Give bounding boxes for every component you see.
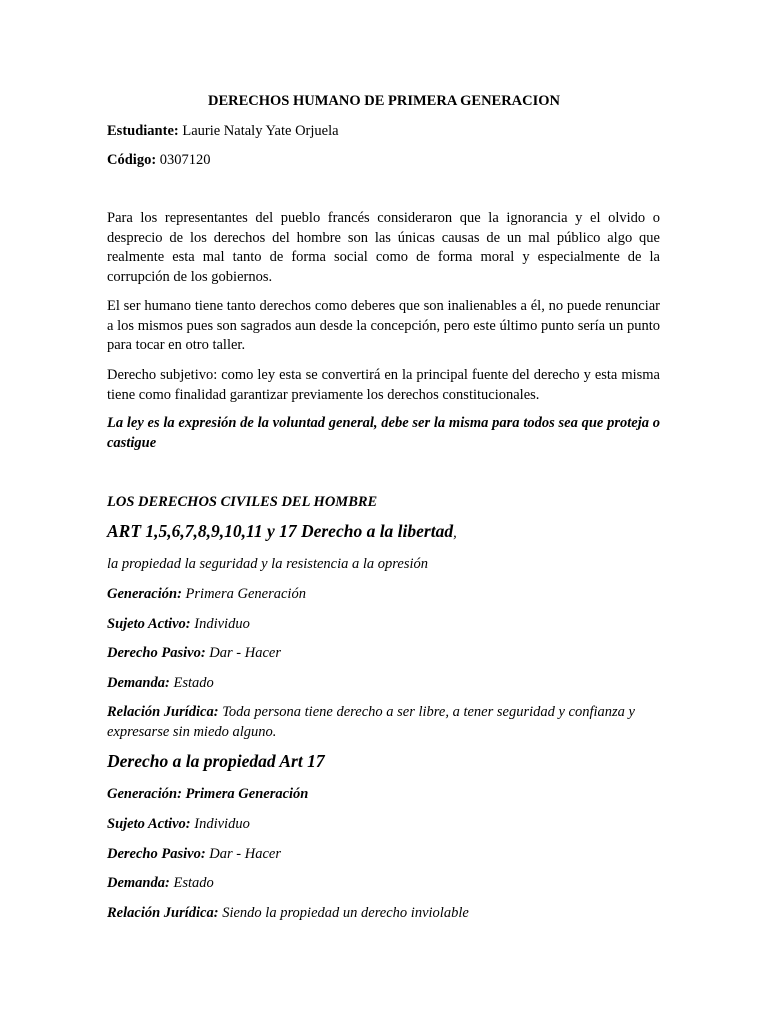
quote-paragraph: La ley es la expresión de la voluntad general, debe ser la misma para todos sea que proteja o castigue [107,415,660,451]
art17-sujeto-label: Sujeto Activo: [107,816,191,832]
art17-demanda-value: Estado [169,875,214,891]
art17-sujeto-value: Individuo [190,816,250,832]
art17-relacion [107,903,469,923]
art1-pasivo-value: Dar - Hacer [205,645,281,661]
art1-pasivo-label: Derecho Pasivo: [107,645,206,661]
art1-heading-line [107,521,457,543]
art17-demanda [107,873,214,893]
art1-generacion-value: Primera Generación [181,586,306,602]
code-line [107,150,211,170]
art1-relacion-label: Relación Jurídica: [107,704,219,720]
code-value: 0307120 [156,152,211,168]
art17-pasivo [107,844,281,864]
paragraph-2: El ser humano tiene tanto derechos como deberes que son inalienables a él, no puede renunciar a los mismos pues son sagrados aun desde la concepción, pero este último punto sería un punto para tocar en otro taller. [107,298,660,353]
art1-pasivo [107,643,281,663]
art17-heading: Derecho a la propiedad Art 17 [107,751,325,771]
art1-demanda-value: Estado [169,675,214,691]
art1-generacion [107,584,306,604]
code-label: Código: [107,152,157,168]
art1-sujeto [107,614,250,634]
document-title: DERECHOS HUMANO DE PRIMERA GENERACION [207,93,561,109]
art17-pasivo-label: Derecho Pasivo: [107,846,206,862]
art1-relacion [107,703,660,742]
paragraph-1: Para los representantes del pueblo francés consideraron que la ignorancia y el olvido o desprecio de los derechos del hombre son las únicas causas de un mal público algo que realmente esta mal tanto de forma social como de forma moral y especialmente de la corrupción de los gobiernos. [107,210,660,285]
art17-pasivo-value: Dar - Hacer [205,846,281,862]
art1-demanda [107,673,214,693]
student-value: Laurie Nataly Yate Orjuela [178,123,339,139]
art1-heading: ART 1,5,6,7,8,9,10,11 y 17 Derecho a la libertad [107,521,454,541]
art1-relacion-value: Toda persona tiene derecho a ser libre, a tener seguridad y confianza y expresarse sin miedo alguno. [107,704,635,740]
paragraph-3: Derecho subjetivo: como ley esta se convertirá en la principal fuente del derecho y esta misma tiene como finalidad garantizar previamente los derechos constitucionales. [107,367,660,403]
art1-sujeto-value: Individuo [190,616,250,632]
art1-generacion-label: Generación: [107,586,182,602]
art17-relacion-value: Siendo la propiedad un derecho inviolable [218,905,469,921]
art17-demanda-label: Demanda: [107,875,170,891]
section-heading: LOS DERECHOS CIVILES DEL HOMBRE [107,494,378,510]
art1-demanda-label: Demanda: [107,675,170,691]
art17-relacion-label: Relación Jurídica: [107,905,219,921]
art1-heading-suffix: , [453,525,457,541]
student-label: Estudiante: [107,123,179,139]
art1-sujeto-label: Sujeto Activo: [107,616,191,632]
art17-sujeto [107,814,250,834]
student-line [107,121,339,141]
art17-generacion: Generación: Primera Generación [107,786,309,802]
art1-subtitle: la propiedad la seguridad y la resistencia a la opresión [107,556,428,572]
